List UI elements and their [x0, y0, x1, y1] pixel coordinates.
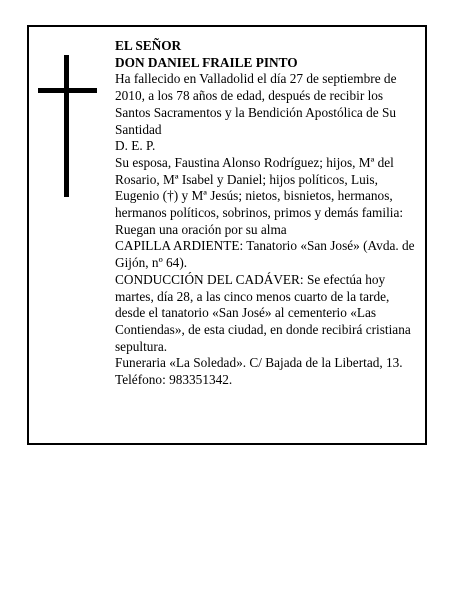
text-line: Contiendas», de esta ciudad, en donde recibirá cristiana	[115, 321, 411, 337]
text-line: Rosario, Mª Isabel y Daniel; hijos políticos, Luis,	[115, 171, 378, 187]
text-line: 2010, a los 78 años de edad, después de recibir los	[115, 88, 384, 104]
text-line: Su esposa, Faustina Alonso Rodríguez; hijos, Mª del	[115, 154, 394, 170]
text-line: Santos Sacramentos y la Bendición Apostólica de Su	[115, 104, 397, 120]
text-line: CONDUCCIÓN DEL CADÁVER: Se efectúa hoy	[115, 271, 386, 287]
cross-vertical-bar	[64, 55, 69, 197]
text-line: desde el tanatorio «San José» al cementerio «Las	[115, 305, 377, 321]
heading-title: EL SEÑOR	[115, 38, 182, 53]
text-line: martes, día 28, a las cinco menos cuarto de la tarde,	[115, 288, 390, 304]
text-line: hermanos políticos, sobrinos, primos y demás familia:	[115, 205, 404, 221]
deceased-name: DON DANIEL FRAILE PINTO	[115, 54, 298, 70]
text-line: sepultura.	[115, 338, 168, 354]
text-line: Eugenio (†) y Mª Jesús; nietos, bisnietos, hermanos,	[115, 188, 393, 204]
text-line: Gijón, nº 64).	[115, 255, 188, 271]
text-line: Funeraria «La Soledad». C/ Bajada de la Libertad, 13.	[115, 355, 403, 371]
cross-horizontal-bar	[38, 88, 97, 93]
text-line: CAPILLA ARDIENTE: Tanatorio «San José» (Avda. de	[115, 238, 415, 254]
text-line: Teléfono: 983351342.	[115, 372, 233, 388]
text-line: D. E. P.	[115, 138, 156, 154]
text-line: Ha fallecido en Valladolid el día 27 de septiembre de	[115, 71, 397, 87]
text-line: Ruegan una oración por su alma	[115, 221, 287, 237]
obituary-text	[115, 38, 427, 389]
text-line: Santidad	[115, 121, 162, 137]
